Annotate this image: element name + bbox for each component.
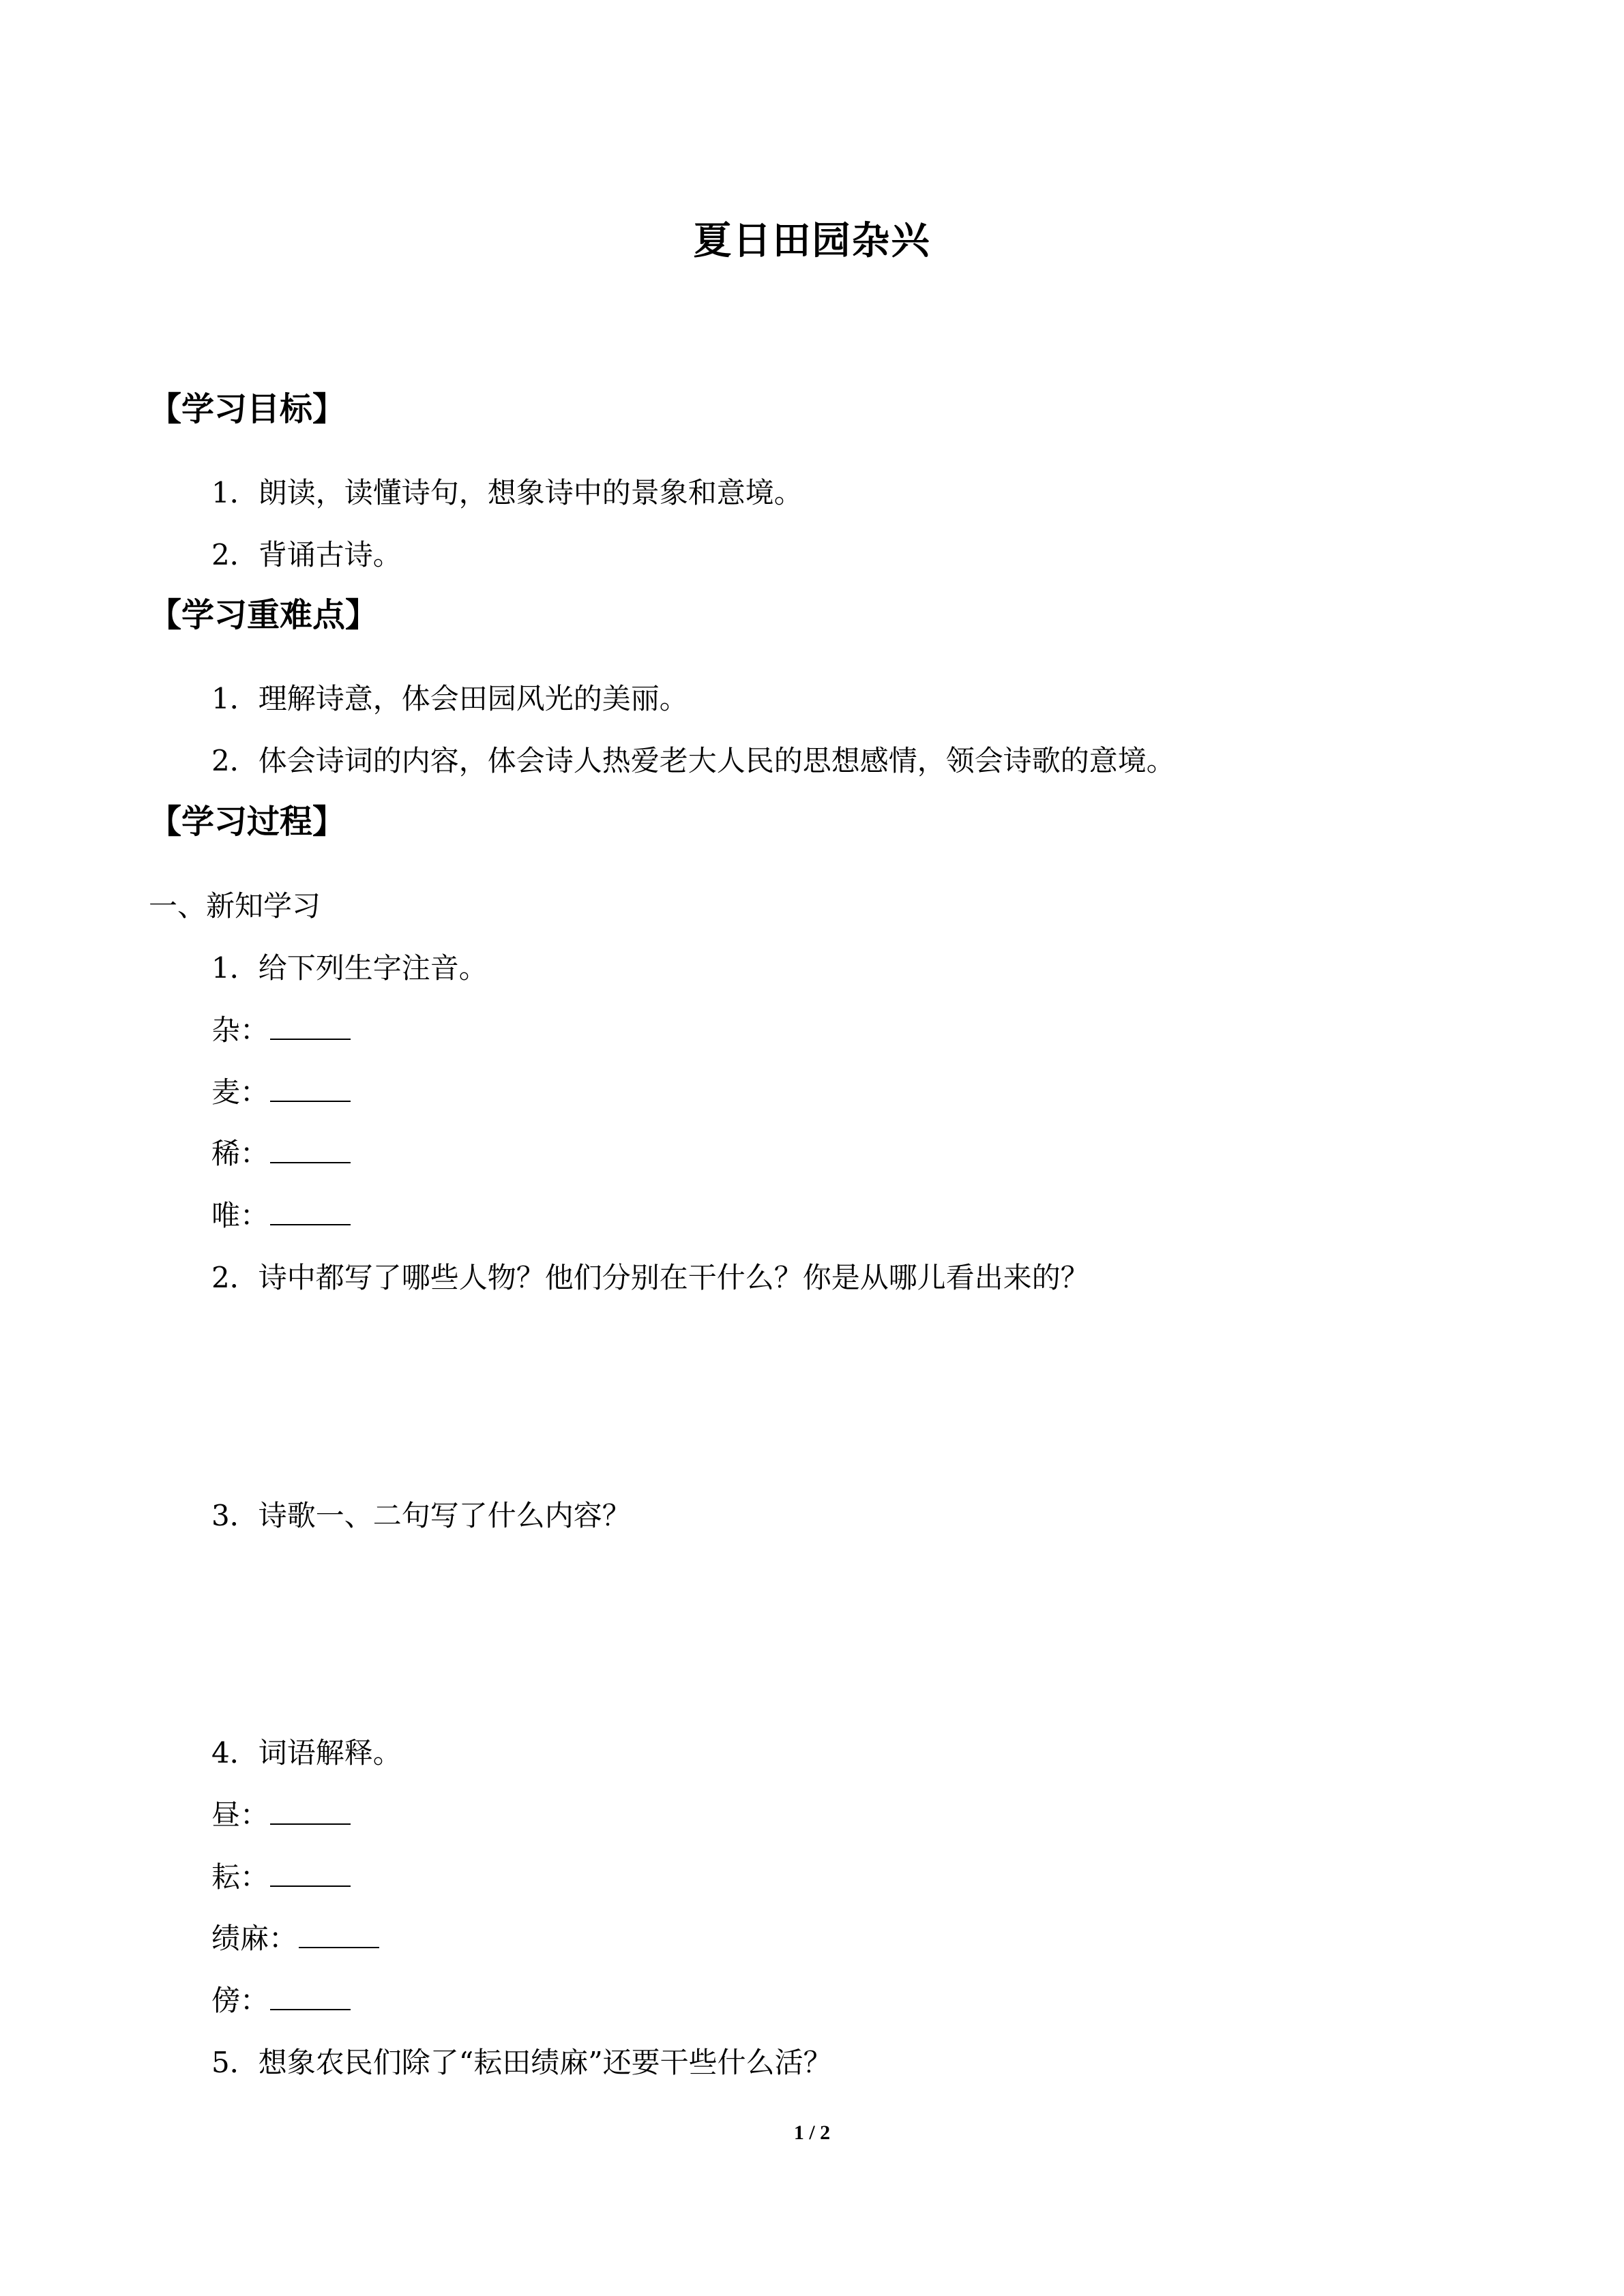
key-point-item-1: 1．理解诗意，体会田园风光的美丽。 bbox=[211, 682, 688, 715]
answer-blank[interactable] bbox=[270, 1799, 351, 1825]
process-heading: 【学习过程】 bbox=[149, 803, 346, 841]
pinyin-char-label: 稀： bbox=[211, 1137, 269, 1170]
answer-blank[interactable] bbox=[299, 1922, 379, 1948]
definition-row bbox=[211, 1858, 351, 1896]
answer-blank[interactable] bbox=[270, 1984, 351, 2010]
pinyin-row bbox=[211, 1011, 351, 1049]
part-one-label: 一、新知学习 bbox=[149, 889, 321, 923]
definition-word-label: 耘： bbox=[211, 1860, 269, 1894]
pinyin-row bbox=[211, 1135, 351, 1173]
definition-word-label: 傍： bbox=[211, 1984, 269, 2017]
question-2-prompt: 2．诗中都写了哪些人物？他们分别在干什么？你是从哪儿看出来的？ bbox=[211, 1261, 1089, 1294]
definition-word-label: 昼： bbox=[211, 1798, 269, 1832]
objective-item-2: 2．背诵古诗。 bbox=[211, 538, 402, 571]
question-4-prompt: 4．词语解释。 bbox=[211, 1736, 402, 1770]
question-1-prompt: 1．给下列生字注音。 bbox=[211, 951, 488, 985]
answer-blank[interactable] bbox=[270, 1199, 351, 1225]
question-3-prompt: 3．诗歌一、二句写了什么内容？ bbox=[211, 1499, 631, 1532]
document-title: 夏日田园杂兴 bbox=[693, 219, 931, 263]
pinyin-char-label: 杂： bbox=[211, 1013, 269, 1047]
definition-row bbox=[211, 1796, 351, 1834]
answer-blank[interactable] bbox=[270, 1076, 351, 1102]
answer-blank[interactable] bbox=[270, 1861, 351, 1887]
answer-blank[interactable] bbox=[270, 1014, 351, 1040]
key-point-item-2: 2．体会诗词的内容，体会诗人热爱老大人民的思想感情，领会诗歌的意境。 bbox=[211, 744, 1175, 777]
objectives-heading: 【学习目标】 bbox=[149, 390, 346, 428]
pinyin-char-label: 唯： bbox=[211, 1199, 269, 1232]
objective-item-1: 1．朗读，读懂诗句，想象诗中的景象和意境。 bbox=[211, 476, 803, 509]
definition-word-label: 绩麻： bbox=[211, 1922, 298, 1955]
page-number: 1 / 2 bbox=[793, 2121, 831, 2144]
definition-row bbox=[211, 1920, 379, 1958]
pinyin-row bbox=[211, 1073, 351, 1112]
definition-row bbox=[211, 1982, 351, 2020]
pinyin-char-label: 麦： bbox=[211, 1075, 269, 1109]
question-5-prompt: 5．想象农民们除了“耘田绩麻”还要干些什么活？ bbox=[211, 2046, 832, 2079]
key-points-heading: 【学习重难点】 bbox=[149, 596, 379, 634]
pinyin-row bbox=[211, 1197, 351, 1235]
answer-blank[interactable] bbox=[270, 1137, 351, 1163]
